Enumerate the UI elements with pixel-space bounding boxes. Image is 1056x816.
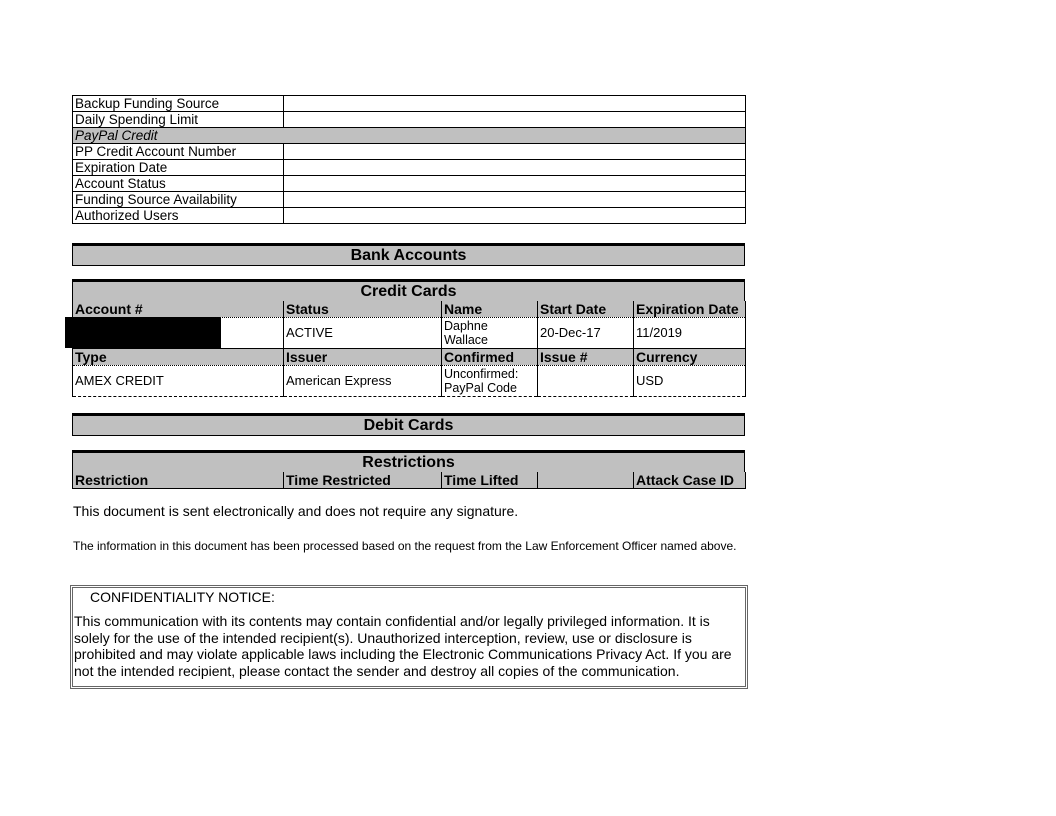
column-header: Issue # bbox=[538, 349, 634, 366]
column-header: Name bbox=[442, 301, 538, 318]
confirmed-line: PayPal Code bbox=[444, 381, 517, 395]
redaction-block bbox=[65, 317, 221, 348]
row-label: Authorized Users bbox=[73, 208, 284, 224]
table-header-row bbox=[73, 472, 746, 489]
confidentiality-notice bbox=[70, 585, 748, 689]
expiration-cell: 11/2019 bbox=[634, 318, 746, 349]
name-cell bbox=[442, 318, 538, 349]
row-label: Account Status bbox=[73, 176, 284, 192]
table-row bbox=[73, 366, 746, 397]
currency-cell: USD bbox=[634, 366, 746, 397]
column-header: Start Date bbox=[538, 301, 634, 318]
table-row bbox=[73, 144, 746, 160]
table-row bbox=[73, 192, 746, 208]
signature-note: This document is sent electronically and does not require any signature. bbox=[73, 503, 519, 519]
column-header: Status bbox=[284, 301, 442, 318]
confirmed-line: Unconfirmed: bbox=[444, 367, 519, 381]
type-cell: AMEX CREDIT bbox=[73, 366, 284, 397]
row-value bbox=[284, 160, 746, 176]
table-row bbox=[73, 160, 746, 176]
column-header: Time Restricted bbox=[284, 472, 442, 489]
column-header: Restriction bbox=[73, 472, 284, 489]
table-header-row bbox=[73, 301, 746, 318]
table-header-row bbox=[73, 349, 746, 366]
column-header: Type bbox=[73, 349, 284, 366]
confirmed-cell bbox=[442, 366, 538, 397]
credit-cards-table bbox=[72, 301, 746, 397]
start-date-cell: 20-Dec-17 bbox=[538, 318, 634, 349]
issuer-cell: American Express bbox=[284, 366, 442, 397]
row-value bbox=[284, 192, 746, 208]
column-header bbox=[538, 472, 634, 489]
funding-source-table bbox=[72, 95, 746, 224]
status-cell: ACTIVE bbox=[284, 318, 442, 349]
name-line: Wallace bbox=[444, 333, 488, 347]
confidentiality-title: CONFIDENTIALITY NOTICE: bbox=[90, 589, 275, 605]
debit-cards-header: Debit Cards bbox=[72, 413, 745, 436]
table-row bbox=[73, 96, 746, 112]
row-label: Expiration Date bbox=[73, 160, 284, 176]
row-value bbox=[284, 208, 746, 224]
restrictions-header: Restrictions bbox=[72, 450, 745, 473]
column-header: Account # bbox=[73, 301, 284, 318]
row-value bbox=[284, 112, 746, 128]
confidentiality-body: This communication with its contents may contain confidential and/or legally privileged information. It is solely for the use of the intended recipient(s). Unauthorized interception, review, use or disclosure is prohibited and may violate applicable laws including the Electronic Communications Privacy Act. If you are not the intended recipient, please contact the sender and destroy all copies of the communication. bbox=[74, 613, 732, 679]
row-label: Funding Source Availability bbox=[73, 192, 284, 208]
bank-accounts-header: Bank Accounts bbox=[72, 243, 745, 266]
row-label: Daily Spending Limit bbox=[73, 112, 284, 128]
table-row bbox=[73, 176, 746, 192]
table-row bbox=[73, 112, 746, 128]
paypal-credit-subheader: PayPal Credit bbox=[73, 128, 746, 144]
row-value bbox=[284, 176, 746, 192]
restrictions-table bbox=[72, 472, 746, 489]
column-header: Currency bbox=[634, 349, 746, 366]
row-value bbox=[284, 96, 746, 112]
row-label: PP Credit Account Number bbox=[73, 144, 284, 160]
table-subheader-row bbox=[73, 128, 746, 144]
column-header: Expiration Date bbox=[634, 301, 746, 318]
column-header: Time Lifted bbox=[442, 472, 538, 489]
column-header: Attack Case ID bbox=[634, 472, 746, 489]
row-value bbox=[284, 144, 746, 160]
table-row bbox=[73, 208, 746, 224]
column-header: Confirmed bbox=[442, 349, 538, 366]
row-label: Backup Funding Source bbox=[73, 96, 284, 112]
name-line: Daphne bbox=[444, 319, 488, 333]
law-enforcement-note: The information in this document has been processed based on the request from the Law Enforcement Officer named above. bbox=[73, 539, 737, 553]
credit-cards-header: Credit Cards bbox=[72, 279, 745, 302]
issue-number-cell bbox=[538, 366, 634, 397]
column-header: Issuer bbox=[284, 349, 442, 366]
